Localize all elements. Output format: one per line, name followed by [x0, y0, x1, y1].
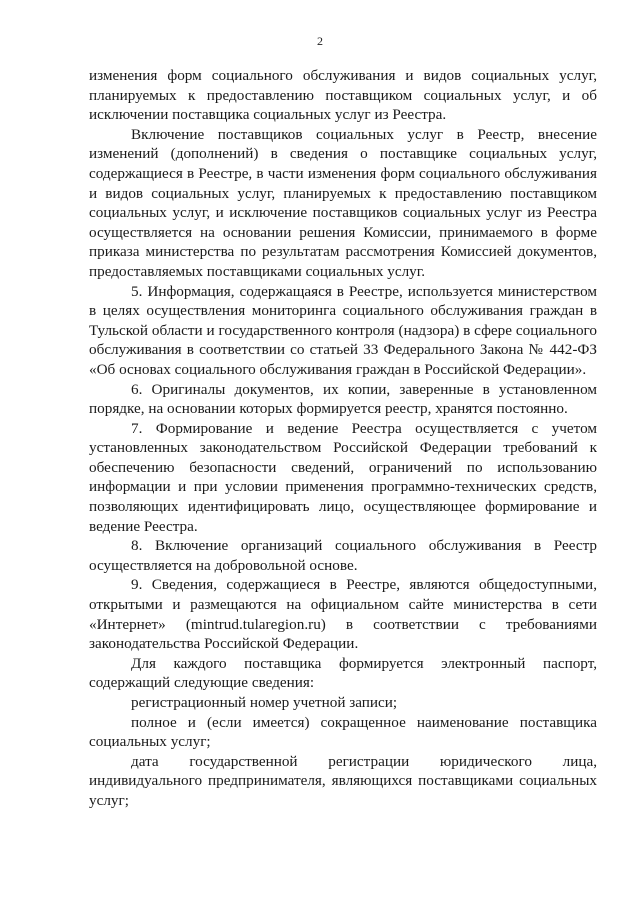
paragraph-item-7: 7. Формирование и ведение Реестра осуществляется с учетом установленных законодательством Российской Федерации требований к обеспечению безопасности сведений, ограничений по использованию информации и при условии применения программно-технических средств, позволяющих идентифицировать лицо, осуществляющее формирование и ведение Реестра.	[89, 419, 597, 535]
paragraph-item-5: 5. Информация, содержащаяся в Реестре, используется министерством в целях осуществления мониторинга социального обслуживания граждан в Тульской области и государственного контроля (надзора) в сфере социального обслуживания в соответствии со статьей 33 Федерального Закона № 442-ФЗ «Об основах социального обслуживания граждан в Российской Федерации».	[89, 282, 597, 378]
list-item-registration-date: дата государственной регистрации юридического лица, индивидуального предпринимателя, являющихся поставщиками социальных услуг;	[89, 752, 597, 809]
paragraph-item-8: 8. Включение организаций социального обслуживания в Реестр осуществляется на добровольной основе.	[89, 537, 597, 574]
paragraph-continuation: изменения форм социального обслуживания и видов социальных услуг, планируемых к предоставлению поставщиком социальных услуг, и об исключении поставщика социальных услуг из Реестра.	[89, 67, 597, 124]
paragraph-item-9: 9. Сведения, содержащиеся в Реестре, являются общедоступными, открытыми и размещаются на официальном сайте министерства в сети «Интернет» (mintrud.tularegion.ru) в соответствии с требованиями законодательства Российской Федерации.	[89, 576, 597, 653]
paragraph-passport-intro: Для каждого поставщика формируется электронный паспорт, содержащий следующие сведения:	[89, 654, 597, 692]
document-body	[89, 66, 597, 811]
page-number: 2	[317, 34, 323, 48]
list-item-registration-number: регистрационный номер учетной записи;	[131, 694, 398, 711]
list-item-provider-name: полное и (если имеется) сокращенное наименование поставщика социальных услуг;	[89, 713, 597, 751]
paragraph-item-6: 6. Оригиналы документов, их копии, заверенные в установленном порядке, на основании которых формируется реестр, хранятся постоянно.	[89, 380, 597, 418]
paragraph-inclusion-procedure: Включение поставщиков социальных услуг в Реестр, внесение изменений (дополнений) в сведения о поставщике социальных услуг, содержащиеся в Реестре, в части изменения форм социального обслуживания и видов социальных услуг, планируемых к предоставлению поставщиком социальных услуг, и исключение поставщиков социальных услуг из Реестра осуществляется на основании решения Комиссии, принимаемого в форме приказа министерства по результатам рассмотрения Комиссией документов, предоставляемых поставщиками социальных услуг.	[89, 125, 597, 280]
